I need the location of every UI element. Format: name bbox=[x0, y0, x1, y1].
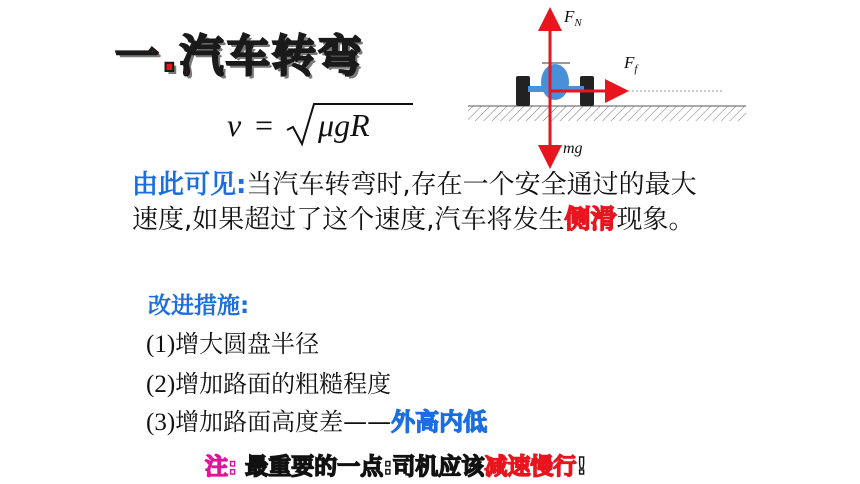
wheel-left bbox=[516, 76, 530, 106]
paragraph-text: 当汽车转弯时,存在一个安全通过的最大速度,如果超过了这个速度,汽车将发生 bbox=[132, 170, 697, 235]
speed-formula bbox=[225, 100, 415, 150]
note-end: ! bbox=[576, 454, 587, 480]
car-body bbox=[541, 64, 569, 100]
measure-number: (1) bbox=[146, 331, 176, 358]
car-force-diagram bbox=[460, 0, 760, 175]
measure-number: (2) bbox=[146, 371, 176, 398]
measure-item bbox=[146, 324, 319, 359]
formula-radicand: μgR bbox=[318, 107, 370, 143]
slow-down-highlight: 减速慢行 bbox=[484, 454, 577, 480]
formula-lhs: v bbox=[227, 107, 242, 143]
measure-item bbox=[146, 402, 487, 437]
formula-equals: = bbox=[255, 107, 274, 143]
safety-note bbox=[205, 448, 587, 481]
measure-item bbox=[146, 364, 391, 399]
car bbox=[516, 63, 594, 106]
paragraph-lead: 由此可见: bbox=[132, 170, 247, 200]
note-label: 注: bbox=[205, 454, 238, 480]
measure-text: 增加路面高度差—— bbox=[175, 408, 392, 436]
measure-text: 增加路面的粗糙程度 bbox=[175, 370, 392, 398]
ground bbox=[468, 106, 746, 121]
sideslip-highlight: 侧滑 bbox=[564, 205, 617, 235]
page-title: 一.汽车转弯 bbox=[115, 31, 364, 82]
label-fn: $F_N$ bbox=[564, 7, 582, 29]
paragraph-end: 现象。 bbox=[616, 205, 695, 235]
measure-number: (3) bbox=[146, 409, 176, 436]
measures-title: 改进措施: bbox=[148, 293, 250, 319]
note-text: 最重要的一点:司机应该 bbox=[245, 454, 485, 480]
label-ff: $F_f$ bbox=[624, 53, 638, 75]
explanation-paragraph bbox=[132, 168, 722, 238]
measure-text: 增大圆盘半径 bbox=[175, 330, 320, 358]
label-mg: mg bbox=[563, 140, 583, 157]
bank-highlight: 外高内低 bbox=[391, 408, 488, 436]
